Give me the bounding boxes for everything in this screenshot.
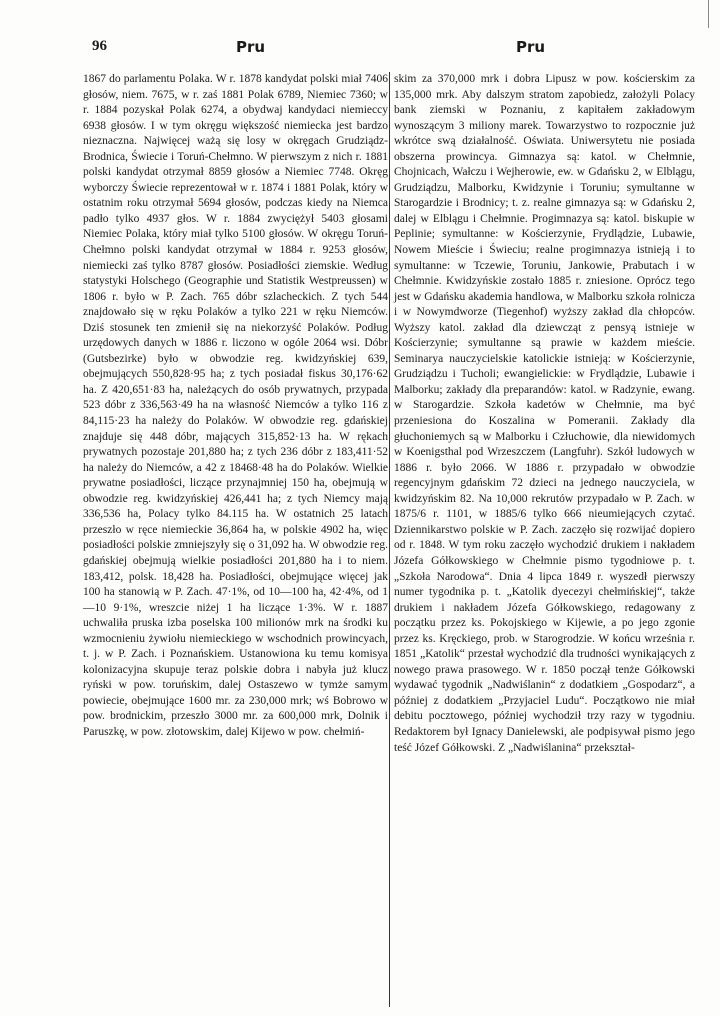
page-edge-mark [708,0,720,28]
right-column-text: skim za 370,000 mrk i dobra Lipusz w pow. kościerskim za 135,000 mrk. Aby dalszym stratom zapobiedz, założyli Polacy bank ziemski w Poznaniu, z kapitałem zakładowym wynoszącym 3 miliony marek. Towarzystwo to rozpocznie już wkrótce swą działalność. Oświata. Uniwersytetu nie posiada obszerna prowincya. Gimnazya są: katol. w Chełmnie, Chojnicach, Wałczu i Wejherowie, ew. w Gdańsku 2, w Elblągu, Grudziądzu, Malborku, Kwidzynie i Toruniu; symultanne w Starogardzie i Brodnicy; t. z. realne gimnazya są: w Gdańsku 2, dalej w Elblągu i Chełmnie. Progimnazya są: katol. biskupie w Peplinie; symultanne: w Kościerzynie, Frydlądzie, Lubawie, Nowem Mieście i Świeciu; realne progimnazya istnieją i to symultanne: w Tczewie, Toruniu, Jankowie, Prabutach i w Chełmnie. Kwidzyńskie zostało 1885 r. zniesione. Oprócz tego jest w Gdańsku akademia handlowa, w Malborku szkoła rolnicza i w Nowymdworze (Tiegenhof) wyższy zakład dla chłopców. Wyższy katol. zakład dla dziewcząt z pensyą istnieje w Kościerzynie; symultanne są prawie w każdem mieście. Seminarya nauczycielskie katolickie istnieją: w Kościerzynie, Grudziądzu i Tucholi; ewangielickie: w Frydlądzie, Lubawie i Malborku; zakłady dla preparandów: katol. w Radzynie, ewang. w Starogardzie. Szkoła kadetów w Chełmnie, ma być przeniesiona do Koszalina w Pomeranii. Zakłady dla głuchoniemych są w Malborku i Człuchowie, dla niewidomych w Koenigsthal pod Wrzeszczem (Langfuhr). Szkół ludowych w 1886 r. było 2066. W 1886 r. przypadało w obwodzie regencyjnym gdańskim 72 dzieci na jednego nauczyciela, w kwidzyńskim 82. Na 10,000 rekrutów przypadało w P. Zach. w 1875/6 r. 1101, w 1885/6 tylko 666 nieumiejących czytać. Dziennikarstwo polskie w P. Zach. zaczęło się rozwijać dopiero od r. 1848. W tym roku zaczęło wychodzić drukiem i nakładem Józefa Gółkowskiego w Chełmnie pismo tygodniowe p. t. „Szkoła Narodowa“. Dnia 4 lipca 1849 r. wyszedł pierwszy numer tygodnika p. t. „Katolik dyecezyi chełmińskiej“, także drukiem i nakładem Józefa Gółkowskiego, redagowany z początku przez ks. Pokojskiego w Kijewie, a po jego zgonie przez ks. Kręckiego, prob. w Starogrodzie. W końcu września r. 1851 „Katolik“ przestał wychodzić dla trudności wynikających z nowego prawa prasowego. W r. 1850 począł tenże Gółkowski wydawać tygodnik „Nadwiślanin“ z dodatkiem „Gospodarz“, a później z dodatkiem „Przyjaciel Ludu“. Początkowo nie miał debitu pocztowego, później wychodził trzy razy w tygodniu. Redaktorem był Ignacy Danielewski, ale podpisywał pismo jego teść Józef Gółkowski. Z „Nadwiślanina“ przekształ- [394,73,695,754]
running-head-right: Pru [516,38,546,56]
running-head-left: Pru [236,38,266,56]
page-number: 96 [92,38,107,54]
right-column [394,72,695,756]
left-column [83,72,388,741]
column-rule [389,72,390,1007]
left-column-text: 1867 do parlamentu Polaka. W r. 1878 kandydat polski miał 7406 głosów, niem. 7675, w r. zaś 1881 Polak 6789, Niemiec 7360; w r. 1884 pozyskał Polak 6274, a obydwaj kandydaci niemieccy 6938 głosów. I w tym okręgu większość niemiecka jest bardzo nieznaczna. Najwięcej ważą się losy w okręgach Grudziądz-Brodnica, Świecie i Toruń-Chełmno. W pierwszym z nich r. 1881 polski kandydat otrzymał 8859 głosów a Niemiec 7748. Okręg wyborczy Świecie reprezentował w r. 1874 i 1881 Polak, który w ostatnim roku otrzymał 5694 głosów, podczas kiedy na Niemca padło tylko 4937 głos. W r. 1884 zwyciężył 5403 głosami Niemiec Polaka, który miał tylko 5100 głosów. W okręgu Toruń-Chełmno polski kandydat otrzymał w 1884 r. 9253 głosów, niemiecki zaś tylko 8787 głosów. Posiadłości ziemskie. Według statystyki Holschego (Geographie und Statistik Westpreussen) w 1806 r. było w P. Zach. 765 dóbr szlacheckich. Z tych 544 znajdowało się w ręku Polaków a tylko 221 w ręku Niemców. Dziś stosunek ten zmienił się na niekorzyść Polaków. Podług urzędowych danych w 1886 r. liczono w ogóle 2064 wsi. Dóbr (Gutsbezirke) było w obwodzie reg. kwidzyńskiej 639, obejmujących 550,828·95 ha; z tych posiadał fiskus 30,176·62 ha. Z 420,651·83 ha, należących do osób prywatnych, przypada 523 dóbr z 336,563·49 ha na własność Niemców a tylko 116 z 84,115·23 ha należy do Polaków. W obwodzie reg. gdańskiej znajduje się 448 dóbr, mających 315,852·13 ha. W rękach prywatnych pozostaje 201,880 ha; z tych 236 dóbr z 183,411·52 ha należy do Niemców, a 42 z 18468·48 ha do Polaków. Wielkie prywatne posiadłości, liczące przynajmniej 150 ha, obejmują w obwodzie reg. kwidzyńskiej 426,441 ha; z tych Niemcy mają 336,536 ha, Polacy tylko 84.115 ha. W ostatnich 25 latach przeszło w ręce niemieckie 36,864 ha, w polskie 4902 ha, więc posiadłości polskie zmniejszyły się o 31,092 ha. W obwodzie reg. gdańskiej obejmują wielkie posiadłości 201,880 ha i to niem. 183,412, polsk. 18,428 ha. Posiadłości, obejmujące więcej jak 100 ha stanowią w P. Zach. 47·1%, od 10—100 ha, 42·4%, od 1—10 9·1%, wreszcie niżej 1 ha liczące 1·3%. W r. 1887 uchwaliła pruska izba poselska 100 milionów mrk na środki ku wzmocnieniu żywiołu niemieckiego w wschodnich prowincyach, t. j. w P. Zach. i Poznańskiem. Ustanowiona ku temu komisya kolonizacyjna skupuje teraz polskie dobra i nabyła już klucz ryński w pow. toruńskim, dalej Ostaszewo w tymże samym powiecie, obejmujące 1600 mr. za 230,000 mrk; wś Bobrowo w pow. brodnickim, przeszło 3000 mr. za 600,000 mrk, Dolnik i Paruszkę, w pow. złotowskim, dalej Kijewo w pow. chełmiń- [83,73,388,738]
